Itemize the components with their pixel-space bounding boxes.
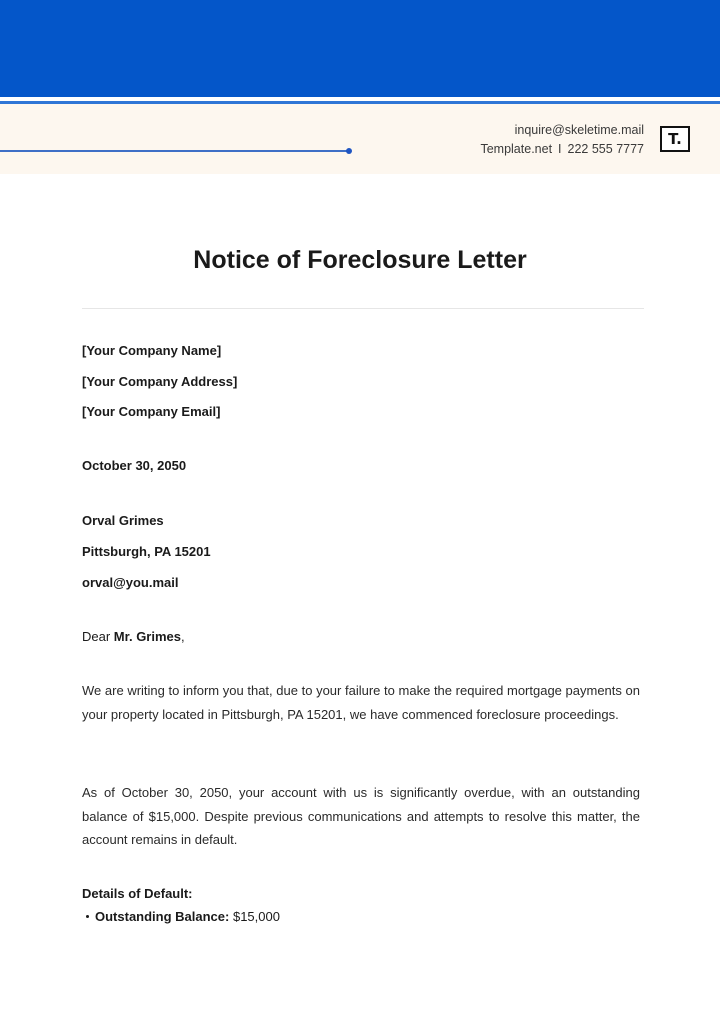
detail-label: Outstanding Balance:	[95, 909, 230, 924]
template-logo-icon: T.	[660, 126, 690, 152]
paragraph-account-status: As of October 30, 2050, your account with us is significantly overdue, with an outstanding balance of $15,000. Despite previous communications and attempts to resolve this matter, the account remains in default.	[82, 785, 640, 847]
title-divider	[82, 308, 644, 309]
decorative-dot	[346, 148, 352, 154]
contact-email: inquire@skeletime.mail	[514, 123, 644, 137]
salutation	[82, 629, 185, 644]
contact-company-phone	[480, 140, 644, 159]
contact-separator: I	[558, 142, 562, 156]
company-name: Template.net	[480, 142, 553, 156]
document-title: Notice of Foreclosure Letter	[193, 246, 527, 274]
contact-block	[480, 121, 644, 159]
recipient-city: Pittsburgh, PA 15201	[82, 544, 211, 559]
bullet-icon	[86, 915, 89, 918]
letter-date: October 30, 2050	[82, 458, 187, 473]
paragraph-foreclosure-notice: We are writing to inform you that, due to your failure to make the required mortgage payments on your property located in Pittsburgh, PA 15201, we have commenced foreclosure proceedings.	[82, 683, 640, 722]
header-band	[0, 0, 720, 97]
salutation-name: Mr. Grimes	[113, 629, 181, 644]
recipient-email: orval@you.mail	[82, 575, 179, 590]
list-item	[86, 909, 280, 924]
sender-address: [Your Company Address]	[82, 374, 238, 389]
contact-phone: 222 555 7777	[567, 142, 644, 156]
sender-name: [Your Company Name]	[82, 343, 222, 358]
salutation-prefix: Dear	[82, 629, 114, 644]
decorative-line	[0, 150, 349, 152]
detail-value: $15,000	[229, 909, 280, 924]
details-heading: Details of Default:	[82, 886, 193, 901]
sender-email: [Your Company Email]	[82, 404, 221, 419]
recipient-name: Orval Grimes	[82, 513, 164, 528]
salutation-suffix: ,	[181, 629, 185, 644]
